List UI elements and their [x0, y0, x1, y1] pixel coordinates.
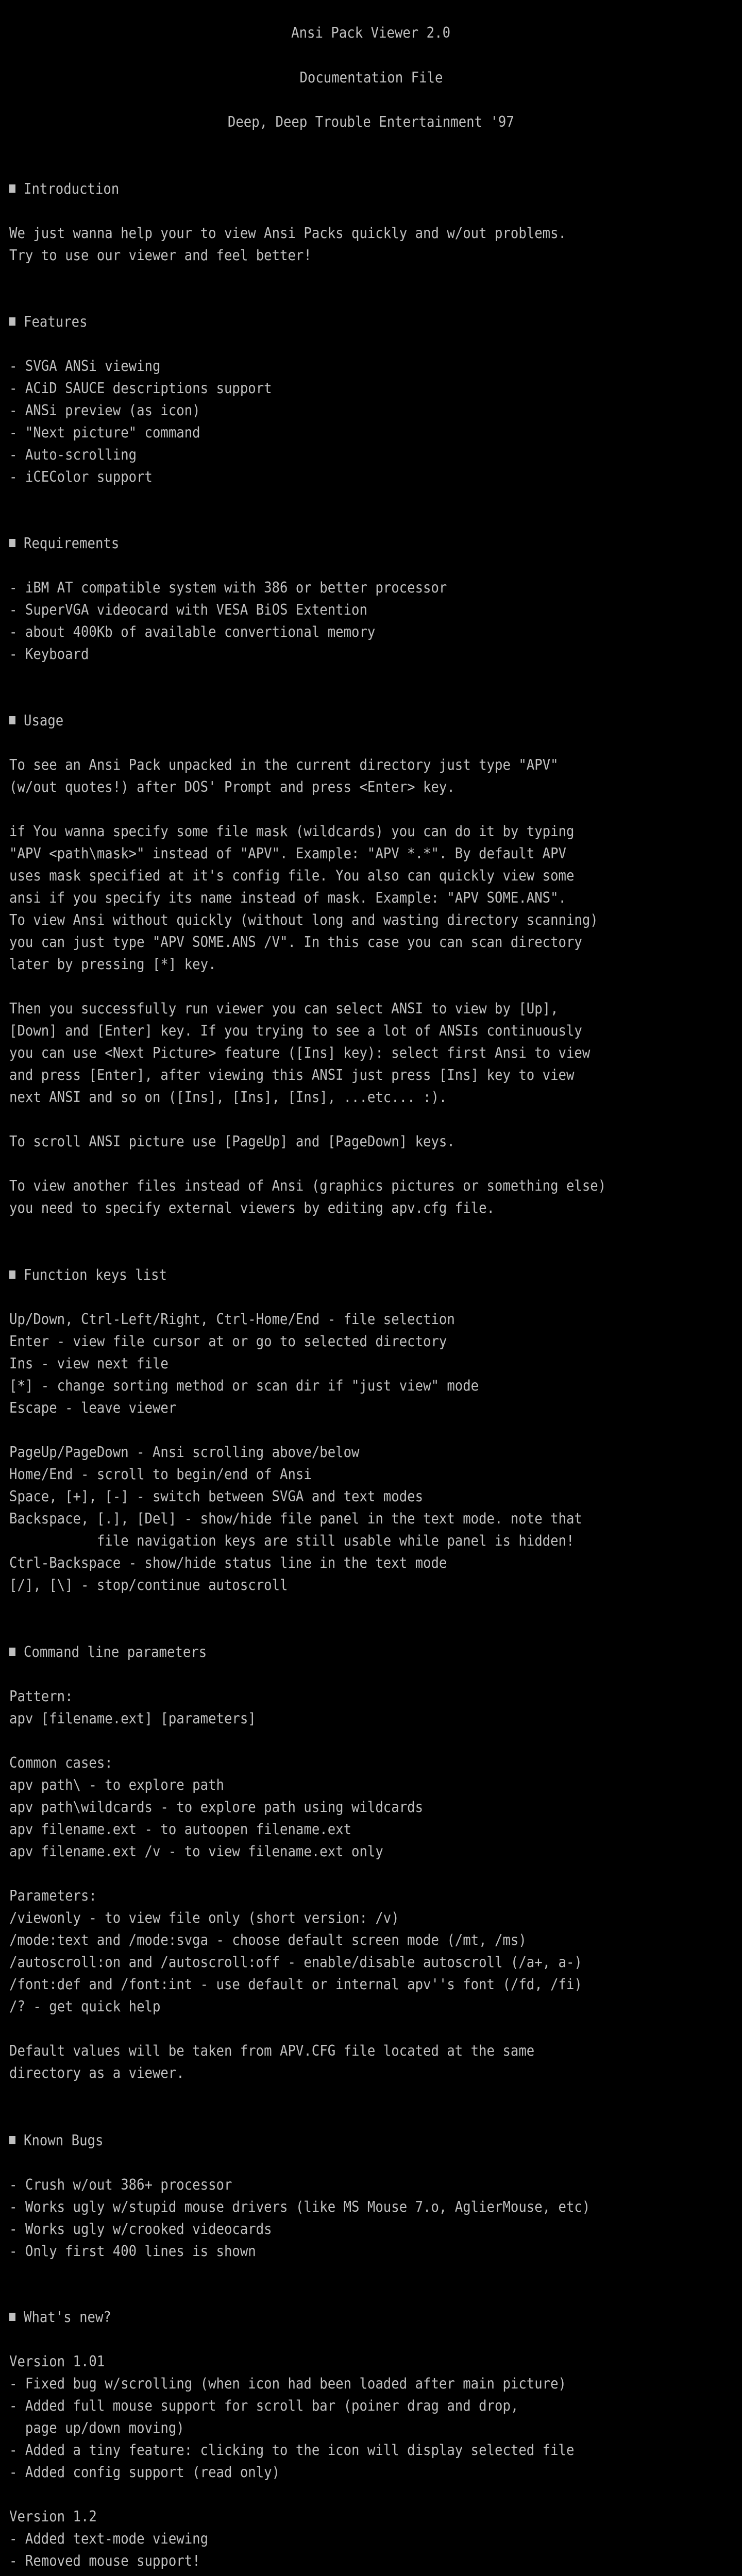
section-line: apv [filename.ext] [parameters] [9, 1710, 256, 1727]
doc-title: Ansi Pack Viewer 2.0 [291, 24, 451, 41]
doc-company: Deep, Deep Trouble Entertainment '97 [228, 113, 514, 130]
section-line: Space, [+], [-] - switch between SVGA and text modes [9, 1488, 424, 1505]
section-line: Pattern: [9, 1688, 73, 1705]
section-line: Then you successfully run viewer you can select ANSI to view by [Up], [9, 1000, 559, 1017]
section-line: PageUp/PageDown - Ansi scrolling above/below [9, 1444, 360, 1461]
section-line: Ins - view next file [9, 1355, 168, 1372]
section-title: Features [24, 313, 88, 330]
section-line: /? - get quick help [9, 1998, 161, 2015]
bullet-icon [9, 539, 15, 547]
section-line: - Auto-scrolling [9, 446, 137, 463]
section-line: apv path\wildcards - to explore path using wildcards [9, 1799, 424, 1816]
section-line: /viewonly - to view file only (short version: /v) [9, 1909, 399, 1926]
section-title: Command line parameters [24, 1643, 207, 1660]
bullet-icon [9, 1270, 15, 1279]
section-line: apv path\ - to explore path [9, 1776, 224, 1793]
section-heading-known-bugs [9, 2129, 112, 2151]
section-line: apv filename.ext /v - to view filename.ext only [9, 1843, 383, 1860]
section-line: Up/Down, Ctrl-Left/Right, Ctrl-Home/End - file selection [9, 1311, 455, 1328]
doc-subtitle: Documentation File [299, 69, 443, 86]
section-line: /font:def and /font:int - use default or internal apv''s font (/fd, /fi) [9, 1976, 582, 1993]
section-heading-features [9, 311, 94, 333]
section-line: page up/down moving) [9, 2419, 184, 2436]
section-line: - Fixed bug w/scrolling (when icon had been loaded after main picture) [9, 2375, 566, 2392]
bullet-icon [9, 184, 15, 193]
section-line: you need to specify external viewers by editing apv.cfg file. [9, 1199, 495, 1216]
section-line: To see an Ansi Pack unpacked in the current directory just type "APV" [9, 756, 559, 773]
section-line: Home/End - scroll to begin/end of Ansi [9, 1466, 312, 1483]
section-line: Escape - leave viewer [9, 1399, 177, 1416]
section-title: Function keys list [24, 1266, 167, 1283]
section-line: - Added a tiny feature: clicking to the icon will display selected file [9, 2442, 575, 2459]
bullet-icon [9, 716, 15, 724]
section-line: We just wanna help your to view Ansi Packs quickly and w/out problems. [9, 225, 566, 242]
section-line: Ctrl-Backspace - show/hide status line in the text mode [9, 1554, 447, 1571]
section-line: - iBM AT compatible system with 386 or better processor [9, 579, 447, 596]
section-line: - Removed mouse support! [9, 2552, 200, 2569]
section-title: Usage [24, 712, 64, 729]
section-line: - Added full mouse support for scroll bar (poiner drag and drop, [9, 2397, 519, 2414]
section-line: - Added config support (read only) [9, 2464, 280, 2481]
section-line: /autoscroll:on and /autoscroll:off - enable/disable autoscroll (/a+, a-) [9, 1954, 582, 1971]
section-heading-usage [9, 709, 68, 732]
section-line: - Crush w/out 386+ processor [9, 2176, 232, 2193]
section-heading-command-line [9, 1641, 227, 1663]
section-line: [Down] and [Enter] key. If you trying to see a lot of ANSIs continuously [9, 1022, 582, 1039]
section-line: later by pressing [*] key. [9, 956, 216, 973]
section-heading-introduction [9, 178, 130, 200]
section-line: - SuperVGA videocard with VESA BiOS Extention [9, 601, 367, 618]
section-line: - Added text-mode viewing [9, 2530, 209, 2547]
section-line: Backspace, [.], [Del] - show/hide file panel in the text mode. note that [9, 1510, 582, 1527]
section-heading-whats-new [9, 2306, 121, 2328]
section-line: Parameters: [9, 1887, 97, 1904]
section-line: you can just type "APV SOME.ANS /V". In this case you can scan directory [9, 934, 582, 951]
section-line: "APV <path\mask>" instead of "APV". Example: "APV *.*". By default APV [9, 845, 566, 862]
section-line: To view Ansi without quickly (without long and wasting directory scanning) [9, 911, 598, 928]
section-line: ansi if you specify its name instead of mask. Example: "APV SOME.ANS". [9, 889, 566, 906]
section-line: - about 400Kb of available convertional memory [9, 623, 376, 640]
bullet-icon [9, 2313, 15, 2321]
section-line: - Works ugly w/crooked videocards [9, 2221, 272, 2238]
section-line: - "Next picture" command [9, 424, 200, 441]
bullet-icon [9, 1648, 15, 1656]
section-line: - iCEColor support [9, 468, 153, 485]
section-line: Version 1.01 [9, 2353, 105, 2370]
bullet-icon [9, 317, 15, 326]
section-line: To scroll ANSI picture use [PageUp] and [PageDown] keys. [9, 1133, 455, 1150]
section-line: To view another files instead of Ansi (graphics pictures or something else) [9, 1177, 606, 1194]
section-line: [*] - change sorting method or scan dir if "just view" mode [9, 1377, 479, 1394]
section-line: Enter - view file cursor at or go to selected directory [9, 1333, 447, 1350]
section-line: - ANSi preview (as icon) [9, 402, 200, 419]
section-line: - Keyboard [9, 646, 89, 663]
section-line: - SVGA ANSi viewing [9, 358, 161, 375]
section-title: Known Bugs [24, 2132, 104, 2149]
section-title: Requirements [24, 535, 120, 552]
section-line: uses mask specified at it's config file. You also can quickly view some [9, 867, 575, 884]
section-line: Common cases: [9, 1754, 113, 1771]
section-line: and press [Enter], after viewing this ANSI just press [Ins] key to view [9, 1066, 575, 1083]
section-line: next ANSI and so on ([Ins], [Ins], [Ins], ...etc... :). [9, 1089, 447, 1106]
section-title: What's new? [24, 2309, 111, 2326]
section-line: directory as a viewer. [9, 2064, 184, 2081]
section-line: Default values will be taken from APV.CFG file located at the same [9, 2042, 535, 2059]
section-line: [/], [\] - stop/continue autoscroll [9, 1577, 288, 1594]
section-line: - Only first 400 lines is shown [9, 2243, 256, 2260]
bullet-icon [9, 2136, 15, 2144]
section-line: - Works ugly w/stupid mouse drivers (like MS Mouse 7.o, AglierMouse, etc) [9, 2198, 591, 2215]
section-line: apv filename.ext - to autoopen filename.ext [9, 1821, 352, 1838]
section-line: Try to use our viewer and feel better! [9, 247, 312, 264]
section-heading-requirements [9, 532, 130, 554]
section-line: you can use <Next Picture> feature ([Ins] key): select first Ansi to view [9, 1044, 591, 1061]
section-line: if You wanna specify some file mask (wildcards) you can do it by typing [9, 823, 575, 840]
section-line: /mode:text and /mode:svga - choose default screen mode (/mt, /ms) [9, 1931, 527, 1948]
section-line: Version 1.2 [9, 2508, 97, 2525]
section-line: (w/out quotes!) after DOS' Prompt and press <Enter> key. [9, 778, 455, 795]
section-line: - ACiD SAUCE descriptions support [9, 380, 272, 397]
section-line: file navigation keys are still usable while panel is hidden! [9, 1532, 575, 1549]
section-title: Introduction [24, 180, 120, 197]
section-heading-function-keys [9, 1264, 183, 1286]
